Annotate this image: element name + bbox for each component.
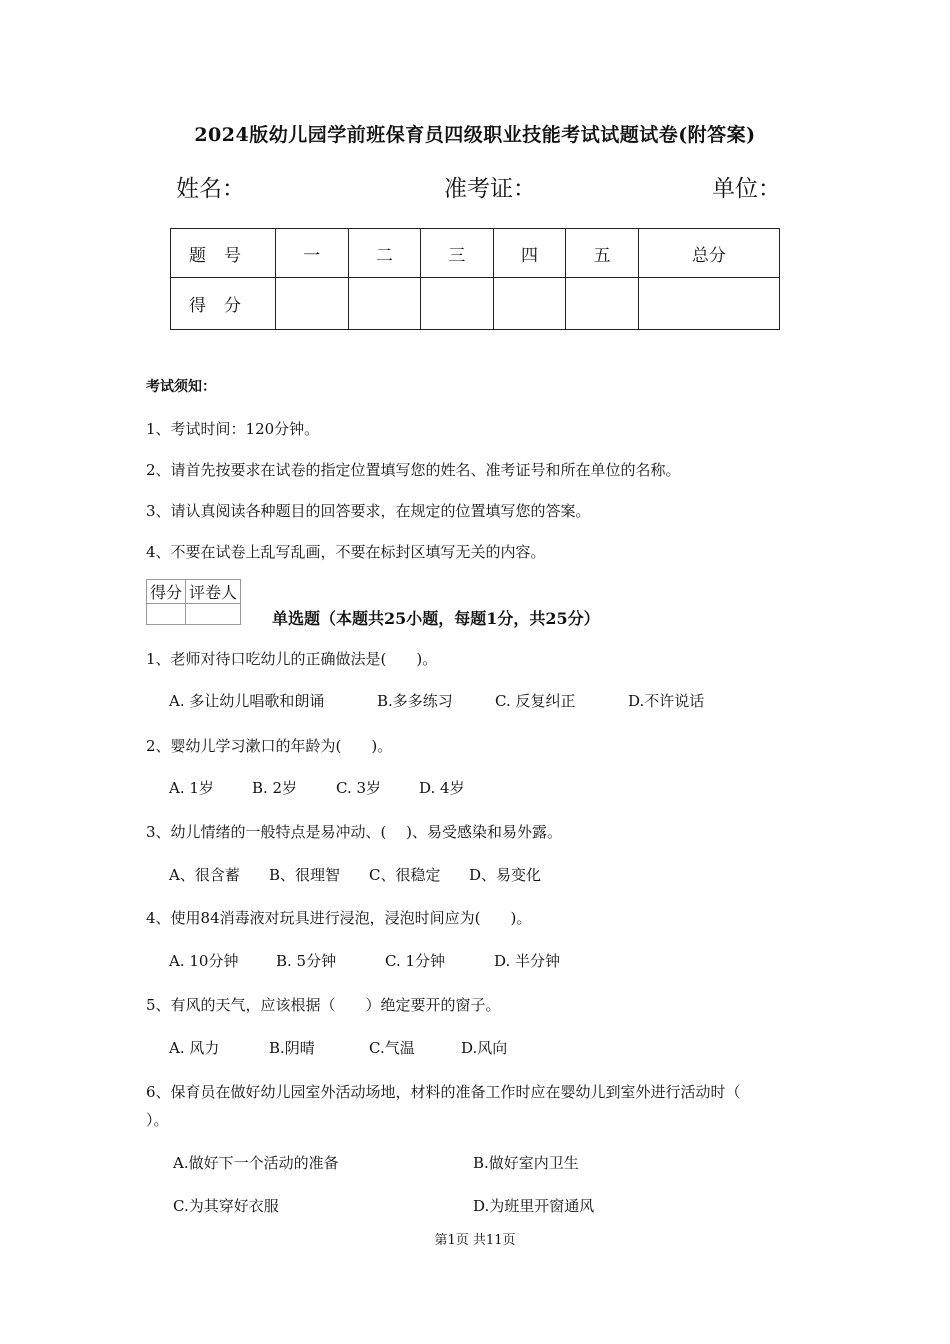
question-stem: 1、老师对待口吃幼儿的正确做法是( )。 (146, 650, 438, 668)
question-stem: 3、幼儿情绪的一般特点是易冲动、( )、易受感染和易外露。 (146, 823, 563, 841)
option[interactable]: B. 5分钟 (276, 952, 337, 970)
grader-score-label: 得分 (147, 580, 186, 604)
grader-score-cell[interactable] (147, 604, 186, 625)
question-stem: 5、有风的天气，应该根据（ ）绝定要开的窗子。 (146, 996, 501, 1014)
option[interactable]: D.风向 (461, 1039, 508, 1057)
name-field-label: 姓名： (176, 176, 245, 202)
option[interactable]: B. 2岁 (252, 779, 298, 797)
score-table-col-5: 五 (566, 229, 639, 278)
question-stem: 4、使用84消毒液对玩具进行浸泡，浸泡时间应为( )。 (146, 909, 532, 927)
score-cell[interactable] (421, 278, 494, 330)
score-table-col-2: 二 (348, 229, 421, 278)
grader-box (146, 579, 241, 625)
score-table-col-4: 四 (493, 229, 566, 278)
option[interactable]: D.不许说话 (628, 692, 705, 710)
question-stem-continued: ）。 (146, 1111, 169, 1129)
score-table-score-row (171, 278, 780, 330)
section-title: 单选题（本题共25小题，每题1分，共25分） (272, 609, 600, 628)
page-footer: 第1页 共11页 (434, 1233, 516, 1248)
grader-name-cell[interactable] (186, 604, 241, 625)
option[interactable]: C. 1分钟 (385, 952, 446, 970)
notice-heading: 考试须知： (146, 379, 216, 395)
option[interactable]: A. 1岁 (169, 779, 214, 797)
candidate-fields (0, 170, 950, 204)
option[interactable]: A、很含蓄 (169, 866, 240, 884)
unit-field-label: 单位： (712, 176, 781, 202)
page-title: 2024版幼儿园学前班保育员四级职业技能考试试题试卷(附答案) (194, 124, 756, 146)
score-cell-total[interactable] (638, 278, 779, 330)
option[interactable]: B、很理智 (269, 866, 341, 884)
score-table-score-label: 得分 (171, 278, 276, 330)
score-table-col-3: 三 (421, 229, 494, 278)
question-stem: 6、保育员在做好幼儿园室外活动场地，材料的准备工作时应在婴幼儿到室外进行活动时（ (146, 1083, 741, 1101)
notice-item: 1、考试时间：120分钟。 (146, 420, 320, 438)
notice-item: 2、请首先按要求在试卷的指定位置填写您的姓名、准考证号和所在单位的名称。 (146, 461, 681, 479)
option[interactable]: B.多多练习 (377, 692, 453, 710)
option[interactable]: D、易变化 (469, 866, 542, 884)
option[interactable]: B.做好室内卫生 (473, 1154, 579, 1172)
option[interactable]: C. 3岁 (336, 779, 382, 797)
score-cell[interactable] (276, 278, 349, 330)
option[interactable]: A. 10分钟 (169, 952, 239, 970)
option[interactable]: B.阴晴 (269, 1039, 315, 1057)
option[interactable]: C.为其穿好衣服 (173, 1197, 279, 1215)
option[interactable]: C、很稳定 (369, 866, 441, 884)
score-table-col-1: 一 (276, 229, 349, 278)
score-cell[interactable] (566, 278, 639, 330)
score-table (170, 228, 780, 330)
score-cell[interactable] (348, 278, 421, 330)
question-stem: 2、婴幼儿学习漱口的年龄为( )。 (146, 737, 393, 755)
notice-item: 3、请认真阅读各种题目的回答要求，在规定的位置填写您的答案。 (146, 502, 591, 520)
score-table-header-label: 题号 (171, 229, 276, 278)
option[interactable]: C. 反复纠正 (495, 692, 576, 710)
exam-number-field-label: 准考证： (444, 176, 536, 202)
option[interactable]: A. 风力 (169, 1039, 220, 1057)
option[interactable]: D.为班里开窗通风 (473, 1197, 595, 1215)
notice-item: 4、不要在试卷上乱写乱画，不要在标封区填写无关的内容。 (146, 543, 546, 561)
score-cell[interactable] (493, 278, 566, 330)
option[interactable]: A. 多让幼儿唱歌和朗诵 (169, 692, 325, 710)
score-table-col-total: 总分 (638, 229, 779, 278)
option[interactable]: D. 4岁 (419, 779, 465, 797)
option[interactable]: D. 半分钟 (494, 952, 561, 970)
option[interactable]: A.做好下一个活动的准备 (173, 1154, 339, 1172)
score-table-header-row (171, 229, 780, 278)
grader-name-label: 评卷人 (186, 580, 241, 604)
option[interactable]: C.气温 (369, 1039, 415, 1057)
